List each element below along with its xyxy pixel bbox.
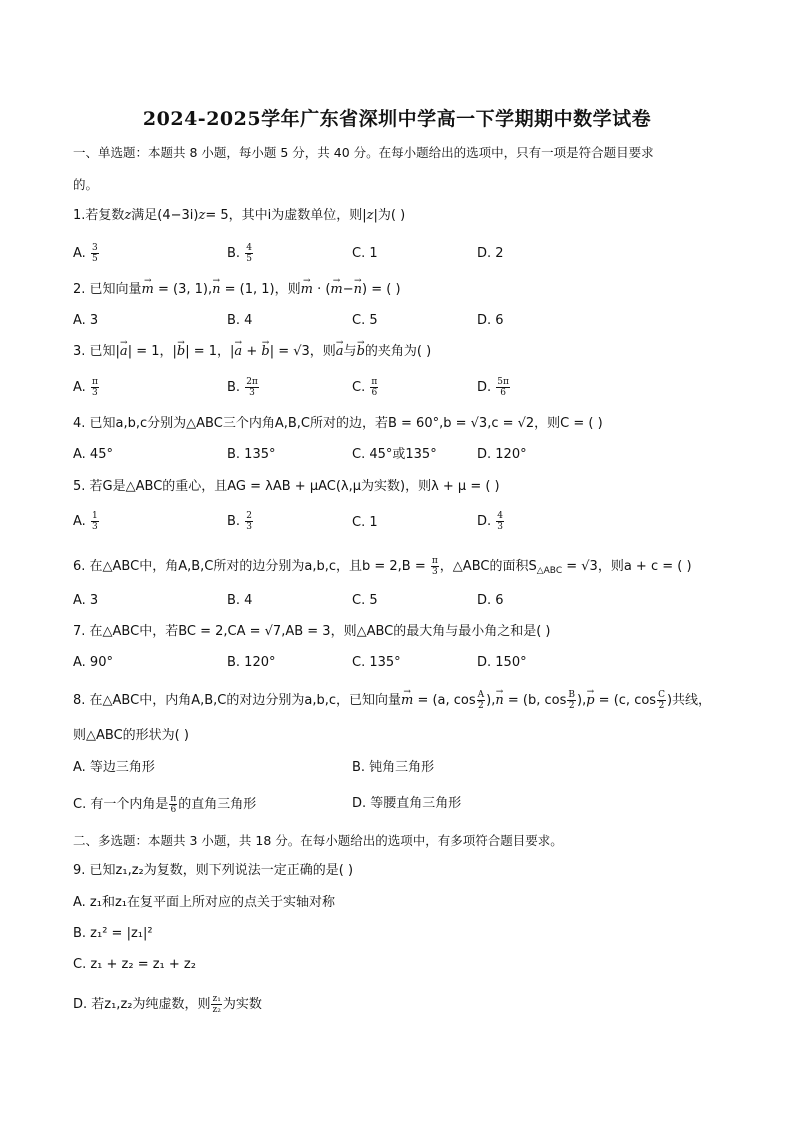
q1-text-d: |为( ) [373,208,406,223]
q4-option-b: B. 135° [227,447,276,462]
q8-option-b: B. 钝角三角形 [352,760,435,775]
section1-heading-cont: 的。 [73,177,99,192]
q2-option-d: D. 6 [477,313,504,328]
page-title: 2024-2025学年广东省深圳中学高一下学期期中数学试卷 [142,108,652,130]
q1-text-c: = 5，其中i为虚数单位，则| [205,208,367,223]
question-8: 8. 在△ABC中，内角A,B,C的对边分别为a,b,c，已知向量→ m = (a, cos $\frac{A}{2}$ ),→ n = (b, cos $\frac{B}{2}$ ),→ p = (c, cos $\frac{C}{2}$ )共线， [73,690,711,711]
q3-option-d: D. $\frac{5\pi}{6}$ [477,377,509,398]
q1-option-b: B. $\frac{4}{5}$ [227,243,252,264]
q1-option-c: C. 1 [352,246,378,261]
question-6: 6. 在△ABC中，角A,B,C所对的边分别为a,b,c，且b = 2,B = $\frac{\pi}{3}$ ，△ABC的面积$S_{\triangle ABC} = √3$，则a + c = ( ) [73,556,692,577]
q2-option-c: C. 5 [352,313,378,328]
q7-option-c: C. 135° [352,655,401,670]
q5-option-b: B. $\frac{2}{3}$ [227,511,252,532]
q4-option-d: D. 120° [477,447,527,462]
q7-option-a: A. 90° [73,655,113,670]
question-2: 2. 已知向量→ m = (3, 1),→ n = (1, 1)，则→ m · (→ m−→ n) = ( ) [73,281,401,299]
q3-option-c: C. $\frac{\pi}{6}$ [352,377,378,398]
question-3: 3. 已知|→ a| = 1，|→ b| = 1，|→ a + → b| = √3，则→ a与→ b的夹角为( ) [73,343,431,361]
q5-option-d: D. $\frac{4}{3}$ [477,511,504,532]
q1-option-a: A. $\frac{3}{5}$ [73,243,98,264]
q1-text-a: 若复数 [85,208,125,223]
question-8-cont: 则△ABC的形状为( ) [73,728,189,743]
question-1: 1.若复数z满足(4−3i)z= 5，其中i为虚数单位，则|z|为( ) [73,208,406,223]
q8-option-a: A. 等边三角形 [73,760,155,775]
q9-option-c: C. z₁ + z₂ = z₁ + z₂ [73,957,196,972]
question-4: 4. 已知a,b,c分别为△ABC三个内角A,B,C所对的边，若B = 60°,b = √3,c = √2，则C = ( ) [73,416,603,431]
question-9: 9. 已知z₁,z₂为复数，则下列说法一定正确的是( ) [73,863,354,878]
q8-option-d: D. 等腰直角三角形 [352,796,462,811]
q2-option-a: A. 3 [73,313,99,328]
q9-option-a: A. z₁和z₁在复平面上所对应的点关于实轴对称 [73,895,335,910]
q3-option-a: A. $\frac{\pi}{3}$ [73,377,98,398]
q7-option-b: B. 120° [227,655,276,670]
question-5: 5. 若G是△ABC的重心，且AG = λAB + μAC(λ,μ为实数)，则λ + μ = ( ) [73,479,500,494]
q4-option-a: A. 45° [73,447,113,462]
section1-heading: 一、单选题：本题共 8 小题，每小题 5 分，共 40 分。在每小题给出的选项中，只有一项是符合题目要求 [73,145,654,160]
q1-option-d: D. 2 [477,246,504,261]
q5-option-a: A. $\frac{1}{3}$ [73,511,98,532]
q6-option-c: C. 5 [352,593,378,608]
q6-option-a: A. 3 [73,593,99,608]
section2-heading: 二、多选题：本题共 3 小题，共 18 分。在每小题给出的选项中，有多项符合题目要求。 [73,833,563,848]
q9-option-b: B. z₁² = |z₁|² [73,926,153,941]
q1-number: 1. [73,208,86,223]
q2-option-b: B. 4 [227,313,253,328]
q3-option-b: B. $\frac{2\pi}{3}$ [227,377,258,398]
q8-option-c: C. 有一个内角是 $\frac{\pi}{6}$ 的直角三角形 [73,794,257,815]
q6-option-d: D. 6 [477,593,504,608]
q6-option-b: B. 4 [227,593,253,608]
q4-option-c: C. 45°或135° [352,447,437,462]
q1-text-b: 满足(4−3i) [131,208,199,223]
q9-option-d: D. 若z₁,z₂为纯虚数，则 $\frac{\text{z₁}}{\text{z₂}}$ 为实数 [73,994,262,1015]
q5-option-c: C. 1 [352,515,378,530]
question-7: 7. 在△ABC中，若BC = 2,CA = √7,AB = 3，则△ABC的最大角与最小角之和是( ) [73,624,551,639]
q7-option-d: D. 150° [477,655,527,670]
